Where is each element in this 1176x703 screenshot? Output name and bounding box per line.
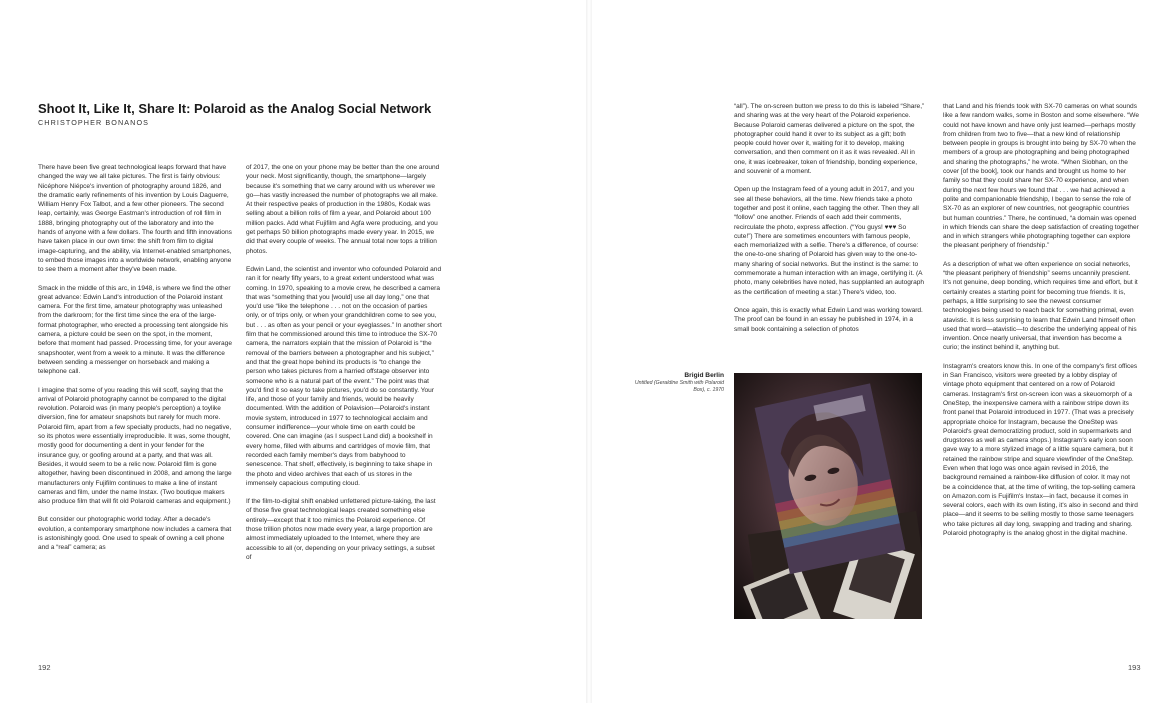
paragraph: Smack in the middle of this arc, in 1948, is where we find the other great advance: Edwin Land's introduction of the Polaroid instant camera. For the first time, amateur photography was unleashed from the darkroom; for the first time since the era of the large-format photographer, who erected a processing tent alongside his camera, a picture could be seen on the spot, in the moment, before that moment had passed. Processing time, for your average snapshooter, went from a week to a minute. It was the difference between sending a messenger on horseback and making a telephone call.	[38, 284, 232, 376]
paragraph: If the film-to-digital shift enabled unfettered picture-taking, the last of those five great technological leaps created something else entirely—except that it too mimics the Polaroid experience. Of those trillion photos now made every year, a large proportion are almost immediately uploaded to the Internet, where they are accessible to all (or, depending on your privacy settings, a subset of	[246, 498, 436, 561]
paragraph: Instagram's creators know this. In one of the company's first offices in San Francisco, visitors were greeted by a lobby display of vintage photo equipment that centered on a row of Polaroid cameras. Instagram's first on-screen icon was a skeuomorph of a OneStep, the inexpensive camera with a rainbow stripe down its front panel that Polaroid introduced in 1977. (That was a precisely appropriate choice for Instagram, because the OneStep was Polaroid's great democratizing product, sold in supermarkets and drugstores as well as camera shops.) Instagram's early icon soon gave way to a more stylized image of a little square camera, but it retained the rainbow stripe and square viewfinder of the OneStep. Even when that logo was once again revised in 2016, the background remained a rainbow-like diffusion of color. It may not be a coincidence that, at the time of writing, the top-selling camera on Amazon.com is Fujifilm's Instax—in fact, because it comes in several colors, each with its own listing, it's also in second and third place—and it seems to be selling mostly to those same teenagers who take pictures all day long, swapping and trading and sharing. Polaroid photography is the analog ghost in the digital machine.	[943, 362, 1138, 538]
caption-artist: Brigid Berlin	[684, 372, 724, 379]
photograph	[734, 373, 922, 619]
text-column-4	[943, 102, 1139, 624]
paragraph: Edwin Land, the scientist and inventor who cofounded Polaroid and ran it for nearly fifty years, to a great extent understood what was coming. In 1970, speaking to a movie crew, he described a camera that was “something that you [would] use all day long,” one that you'd use “like the telephone . . . not on the occasion of parties only, or of trips only, or when your grandchildren come to see you, but . . . as often as your pencil or your eyeglasses.” In another short film that he commissioned around this time to introduce the SX-70 camera, the narrators explain that the mission of Polaroid is “the removal of the barriers between a photographer and his subject,” and that the great hope behind its products is “to change the person who takes pictures from a harried offstage observer into someone who is a natural part of the event.” The point was that you'd find it so easy to take pictures, you'd do so constantly. Your life, and those of your family and friends, would be heavily documented. With the addition of Polavision—Polaroid's instant movie system, introduced in 1977 to technological acclaim and consumer indifference—your whole time on earth could be covered. One can imagine (as I suspect Land did) a bookshelf in every home, filled with albums and cartridges of movie film, that recorded each family member's days from babyhood to senescence. That shelf, effectively, is beginning to take shape in the photo and video archives that each of us stores in the immensely capacious computing cloud.	[246, 265, 442, 487]
caption-title: Untitled (Geraldine Smith with Polaroid Box), c. 1970	[634, 380, 724, 393]
article-author: CHRISTOPHER BONANOS	[38, 118, 150, 127]
paragraph: As a description of what we often experience on social networks, “the pleasant periphery of friendship” seems uncannily prescient. It's not genuine, deep bonding, which requires time and effort, but it certainly creates a starting point for becoming true friends. It is, perhaps, a little surprising to see the newest consumer technologies being used to reach back for something primal, even atavistic. It is less surprising to learn that Edwin Land himself often used that word—atavistic—to describe the underlying appeal of his invention. Once nearly universal, that invention has become a curio; the instinct behind it, anything but.	[943, 260, 1138, 352]
text-column-1	[38, 163, 232, 623]
paragraph: of 2017, the one on your phone may be better than the one around your neck. Most significantly, though, the smartphone—largely because it's something that we carry around with us wherever we go—has vastly increased the number of photographs we all make. At their respective peaks of production in the 1980s, Kodak was selling about a billion rolls of film a year, and Polaroid about 100 million packs. Add what Fujifilm and Agfa were producing, and you get perhaps 50 billion photographs made every year. In 2015, we did that every couple of weeks. The annual total now tops a trillion photos.	[246, 164, 440, 255]
paragraph: I imagine that some of you reading this will scoff, saying that the arrival of Polaroid photography cannot be compared to the digital revolution. Polaroid was (in many people's perception) a toylike diversion, fine for amateur snapshots but rarely for much more. Polaroid film, apart from a few specialty products, had no negative, so its photos were essentially irreproducible. It was, some thought, mostly good for documenting a dent in your fender for the insurance guy, or goofing around at a party, and that was all. Besides, it would seem to be a relic now. Polaroid film is gone altogether, having been discontinued in 2008, and among the large manufacturers only Fujifilm continues to make a line of instant cameras and film, under the name Instax. (Two boutique makers also produce film that will fit old Polaroid cameras and equipment.)	[38, 386, 232, 506]
text-column-3	[734, 102, 926, 364]
page-number-right: 193	[1128, 663, 1141, 672]
page-gutter	[586, 0, 592, 703]
figure-caption	[624, 372, 724, 394]
text-column-2	[246, 163, 442, 623]
paragraph: Open up the Instagram feed of a young adult in 2017, and you see all these behaviors, all the time. New friends take a photo together and post it online, each tagging the other. Then they all “follow” one another. Friends of each add their comments, recirculate the photo, express affection. (“You guys! ♥♥♥ So cute!”) There are sometimes encounters with famous people, each memorialized with a selfie. There's a difference, of course: the one-to-one sharing of Polaroid has given way to the one-to-many sharing of social networks. But the instinct is the same: to commemorate a human interaction with an image, certifying it. (A photo, many celebrities have noted, has supplanted an autograph as the certification of meeting a star.) There's video, too.	[734, 186, 924, 296]
paragraph: There have been five great technological leaps forward that have changed the way we all take pictures. The first is fairly obvious: Nicéphore Niépce's invention of photography around 1826, and the dramatic early refinements of his invention by Louis Daguerre, William Henry Fox Talbot, and a few other pioneers. The second leap, certainly, was George Eastman's introduction of roll film in 1888, bringing photography out of the laboratory and into the hands of anyone with a few dollars. The fourth and fifth innovations have taken place in our own time: the shift from film to digital image-capturing, and the ability, via Internet-enabled smartphones, to embed those images into a worldwide network, enabling anyone to see them a moment after they've been made.	[38, 164, 232, 274]
photo-illustration	[734, 373, 922, 619]
paragraph: But consider our photographic world today. After a decade's evolution, a contemporary smartphone now includes a camera that is astonishingly good. One used to speak of owning a cell phone and a “real” camera; as	[38, 516, 232, 552]
page-number-left: 192	[38, 663, 51, 672]
paragraph: “all”). The on-screen button we press to do this is labeled “Share,” and sharing was at the very heart of the Polaroid experience. Because Polaroid cameras delivered a picture on the spot, the photographer could hand it over to its subject as a gift; both people could hover over it, waiting for it to develop, making conversation, and then comment on it as it was revealed. All in one, it was icebreaker, token of friendship, bonding experience, and souvenir of a moment.	[734, 103, 925, 176]
paragraph: that Land and his friends took with SX-70 cameras on what sounds like a few random walks, some in Boston and some elsewhere. “We could not have known and have only just learned—perhaps mostly from children from two to five—that a new kind of relationship between people in groups is brought into being by SX-70 when the members of a group are photographing and being photographed and sharing the photographs,” he wrote. “When Siobhan, on the cover [of the book], took our hands and brought us home to her family so that they could share her SX-70 experience, and when during the next few hours we found that . . . we had achieved a polite and companionable friendship, I began to sense the role of SX-70 as an explorer of new countries, not geographic countries but human countries.” There, he continued, “a domain was opened in which friends can share the deep satisfaction of creating together and in which strangers while photographing together can explore the pleasant periphery of friendship.”	[943, 103, 1139, 250]
paragraph: Once again, this is exactly what Edwin Land was working toward. The proof can be found in an essay he published in 1974, in a small book containing a selection of photos	[734, 306, 923, 333]
article-title: Shoot It, Like It, Share It: Polaroid as the Analog Social Network	[38, 101, 432, 116]
